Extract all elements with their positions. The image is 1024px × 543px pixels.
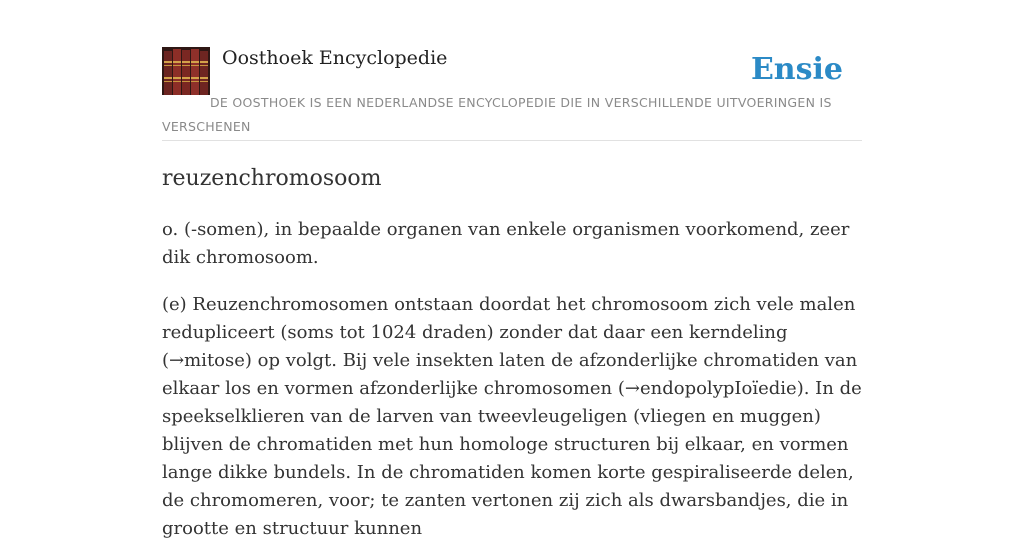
entry-body-text: ). In de speekselklieren van de larven van tweevleugeligen (vliegen en muggen) blijven de chromatiden met hun homologe structuren bij elkaar, en vormen lange dikke bundels. In de chromatiden komen korte gespiraliseerde delen, de chromomeren, voor; te zanten vertonen zij zich als dwarsbandjes, die in grootte en structuur kunnen: [162, 378, 862, 539]
entry-body-text: ) op volgt. Bij vele insekten laten de afzonderlijke chromatiden van elkaar los en vormen afzonderlijke chromosomen (: [162, 350, 858, 399]
entry-title: reuzenchromosoom: [162, 166, 382, 191]
entry-definition: o. (-somen), in bepaalde organen van enkele organismen voorkomend, zeer dik chromosoom.: [162, 219, 850, 268]
entry-body-text: (e) Reuzenchromosomen ontstaan doordat het chromosoom zich vele malen redupliceert (soms tot 1024 draden) zonder dat daar een kerndeling (: [162, 294, 856, 371]
article: [162, 160, 862, 543]
link-endopolyploiedie[interactable]: →endopolypIoïedie: [624, 378, 797, 399]
entry-body: [162, 291, 862, 543]
site-tagline: DE OOSTHOEK IS EEN NEDERLANDSE ENCYCLOPEDIE DIE IN VERSCHILLENDE UITVOERINGEN IS VERSCHENEN: [162, 95, 832, 134]
link-mitose[interactable]: →mitose: [169, 350, 245, 371]
site-title[interactable]: Oosthoek Encyclopedie: [222, 47, 448, 69]
book-spines-icon: [162, 47, 210, 95]
site-header: [162, 46, 862, 141]
site-avatar[interactable]: [162, 47, 210, 95]
brand-logo[interactable]: Ensie: [750, 52, 843, 87]
